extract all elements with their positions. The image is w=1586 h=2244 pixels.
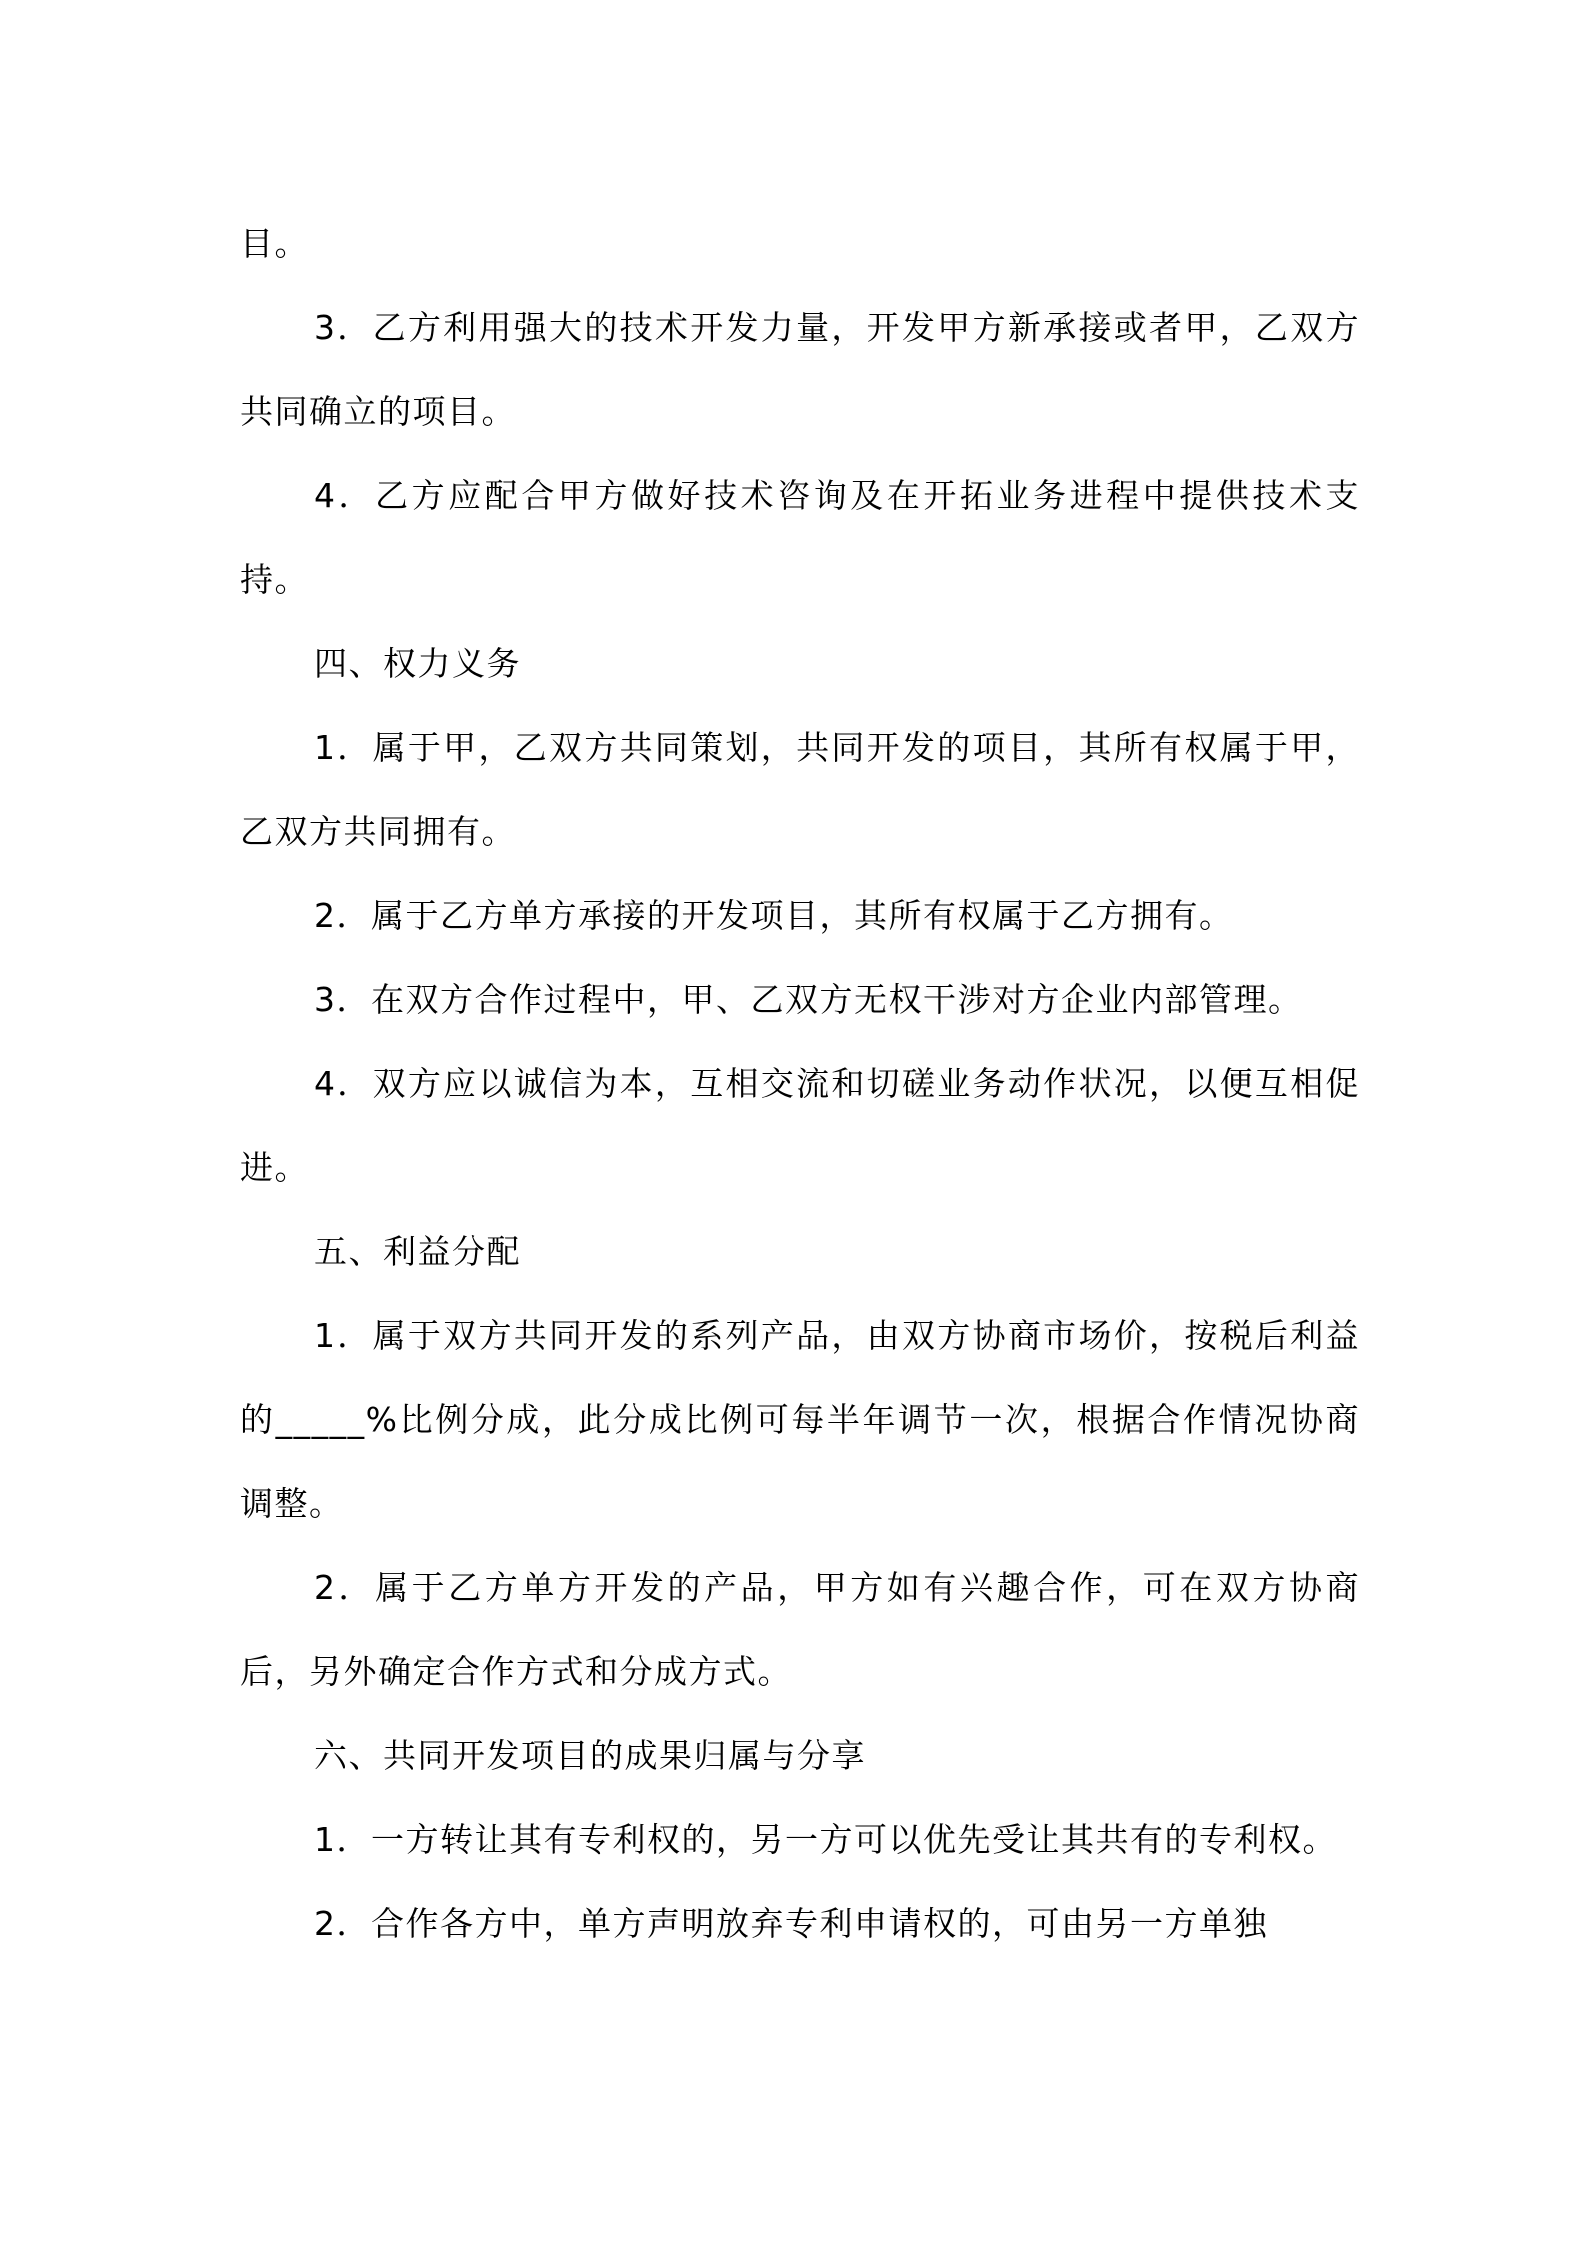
paragraph-rights-1: 1．属于甲，乙双方共同策划，共同开发的项目，其所有权属于甲，乙双方共同拥有。 bbox=[240, 728, 1360, 851]
paragraph-results-1: 1．一方转让其有专利权的，另一方可以优先受让其共有的专利权。 bbox=[314, 1820, 1337, 1859]
paragraph-rights-4: 4．双方应以诚信为本，互相交流和切磋业务动作状况，以便互相促进。 bbox=[240, 1064, 1360, 1187]
paragraph-continuation: 目。 bbox=[240, 224, 309, 263]
paragraph-results-2: 2．合作各方中，单方声明放弃专利申请权的，可由另一方单独 bbox=[314, 1904, 1268, 1943]
paragraph-profit-2: 2．属于乙方单方开发的产品，甲方如有兴趣合作，可在双方协商后，另外确定合作方式和分成方式。 bbox=[240, 1568, 1360, 1691]
paragraph-rights-3: 3．在双方合作过程中，甲、乙双方无权干涉对方企业内部管理。 bbox=[314, 980, 1303, 1019]
paragraph-rights-2: 2．属于乙方单方承接的开发项目，其所有权属于乙方拥有。 bbox=[314, 896, 1234, 935]
section-heading-rights-obligations: 四、权力义务 bbox=[314, 644, 521, 683]
paragraph-clause-4-2: 4．乙方应配合甲方做好技术咨询及在开拓业务进程中提供技术支持。 bbox=[240, 476, 1360, 599]
paragraph-profit-1: 1．属于双方共同开发的系列产品，由双方协商市场价，按税后利益的_____%比例分成，此分成比例可每半年调节一次，根据合作情况协商调整。 bbox=[240, 1316, 1360, 1523]
document-body bbox=[240, 202, 1360, 1966]
section-heading-results-ownership: 六、共同开发项目的成果归属与分享 bbox=[314, 1736, 866, 1775]
paragraph-clause-3-2: 3．乙方利用强大的技术开发力量，开发甲方新承接或者甲，乙双方共同确立的项目。 bbox=[240, 308, 1360, 431]
section-heading-profit-distribution: 五、利益分配 bbox=[314, 1232, 521, 1271]
